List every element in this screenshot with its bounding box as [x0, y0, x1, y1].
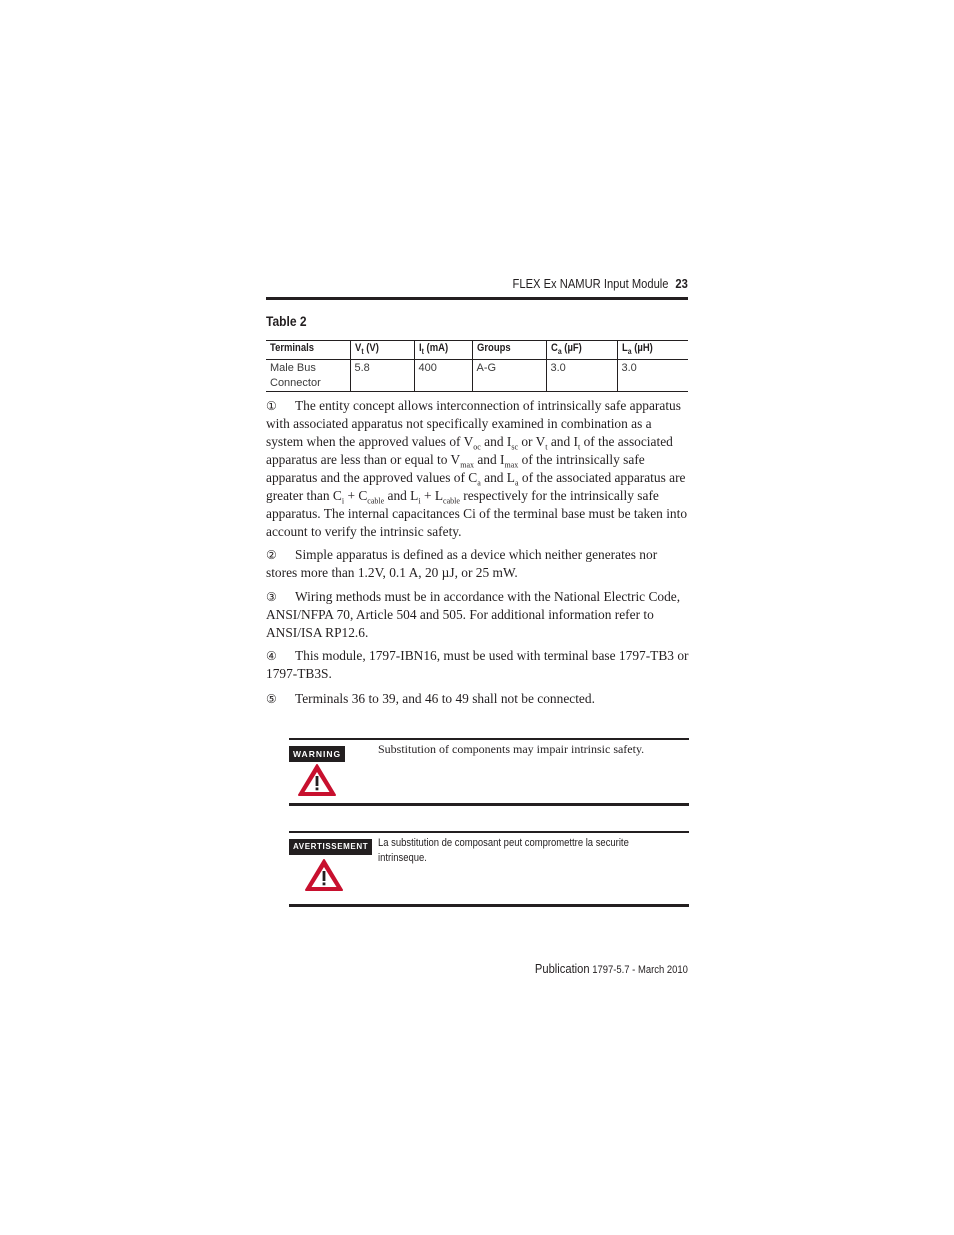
- avertissement-top-rule: [289, 831, 689, 833]
- note-2: [266, 546, 690, 582]
- note-marker: ②: [266, 548, 277, 562]
- table-header-row: [266, 341, 688, 360]
- table-title: [266, 313, 313, 329]
- avertissement-box: [289, 831, 689, 909]
- col-header-la: $L_a$ (µH): [617, 341, 688, 360]
- header-rule: [266, 297, 688, 300]
- cell-groups: A-G: [472, 360, 546, 392]
- note-3: [266, 588, 690, 642]
- warning-box: [289, 738, 689, 808]
- cell-ca: 3.0: [546, 360, 617, 392]
- warning-top-rule: [289, 738, 689, 740]
- avertissement-badge: AVERTISSEMENT: [289, 839, 372, 855]
- col-header-ca: $C_a$ (µF): [546, 341, 617, 360]
- avertissement-message: La substitution de composant peut compromettre la securite intrinseque.: [378, 837, 629, 864]
- running-head: [380, 276, 688, 292]
- col-header-groups: Groups: [472, 341, 546, 360]
- note-marker: ④: [266, 649, 277, 663]
- warning-triangle-icon: [297, 763, 337, 797]
- cell-vt: 5.8: [350, 360, 414, 392]
- note-1: ① The entity concept allows interconnection of intrinsically safe apparatus with associated apparatus not specifically examined in combination as a system when the approved values of $V_{oc}$ and $I_{sc}$ or $V_t$ and $I_t$ of the associated apparatus are less than or equal to $V_{max}$ and $I_{max}$ of the intrinsically safe apparatus and the approved values of $C_a$ and $L_a$ of the associated apparatus are greater than $C_i + C_{cable}$ and $L_i + L_{cable}$ respectively for the intrinsically safe apparatus. The internal capacitances Ci of the terminal base must be taken into account to verify the intrinsic safety.: [266, 398, 688, 539]
- note-text: This module, 1797-IBN16, must be used with terminal base 1797-TB3 or 1797-TB3S.: [266, 648, 689, 681]
- col-header-vt: $V_t$ (V): [350, 341, 414, 360]
- running-head-title: FLEX Ex NAMUR Input Module: [512, 276, 669, 291]
- col-header-it: $I_t$ (mA): [414, 341, 472, 360]
- running-head-group: [513, 276, 688, 291]
- publication-label: Publication: [535, 961, 590, 976]
- note-marker: ⑤: [266, 692, 277, 706]
- note-4: [266, 647, 690, 683]
- warning-triangle-icon: [304, 858, 344, 892]
- note-marker: ①: [266, 399, 277, 413]
- page-number: 23: [675, 276, 688, 291]
- note-5: [266, 690, 690, 708]
- avertissement-bottom-rule: [289, 904, 689, 907]
- entity-parameters-table: [266, 340, 688, 392]
- table-title-text: Table 2: [266, 313, 307, 329]
- warning-badge: WARNING: [289, 746, 345, 762]
- warning-message: Substitution of components may impair intrinsic safety.: [378, 742, 645, 756]
- note-text: Terminals 36 to 39, and 46 to 49 shall not be connected.: [295, 691, 595, 706]
- col-header-terminals: Terminals: [270, 342, 314, 354]
- note-text: Wiring methods must be in accordance with the National Electric Code, ANSI/NFPA 70, Article 504 and 505. For additional information refer to ANSI/ISA RP12.6.: [266, 589, 681, 640]
- table-row: [266, 360, 688, 392]
- note-marker: ③: [266, 590, 277, 604]
- note-text: Simple apparatus is defined as a device which neither generates nor stores more than 1.2V, 0.1 A, 20 µJ, or 25 mW.: [266, 547, 658, 580]
- footer-group: [535, 961, 688, 976]
- cell-terminals: Male Bus Connector: [270, 362, 321, 389]
- warning-bottom-rule: [289, 803, 689, 806]
- footer: [380, 961, 688, 977]
- cell-la: 3.0: [617, 360, 688, 392]
- publication-number: 1797-5.7 - March 2010: [592, 964, 688, 976]
- cell-it: 400: [414, 360, 472, 392]
